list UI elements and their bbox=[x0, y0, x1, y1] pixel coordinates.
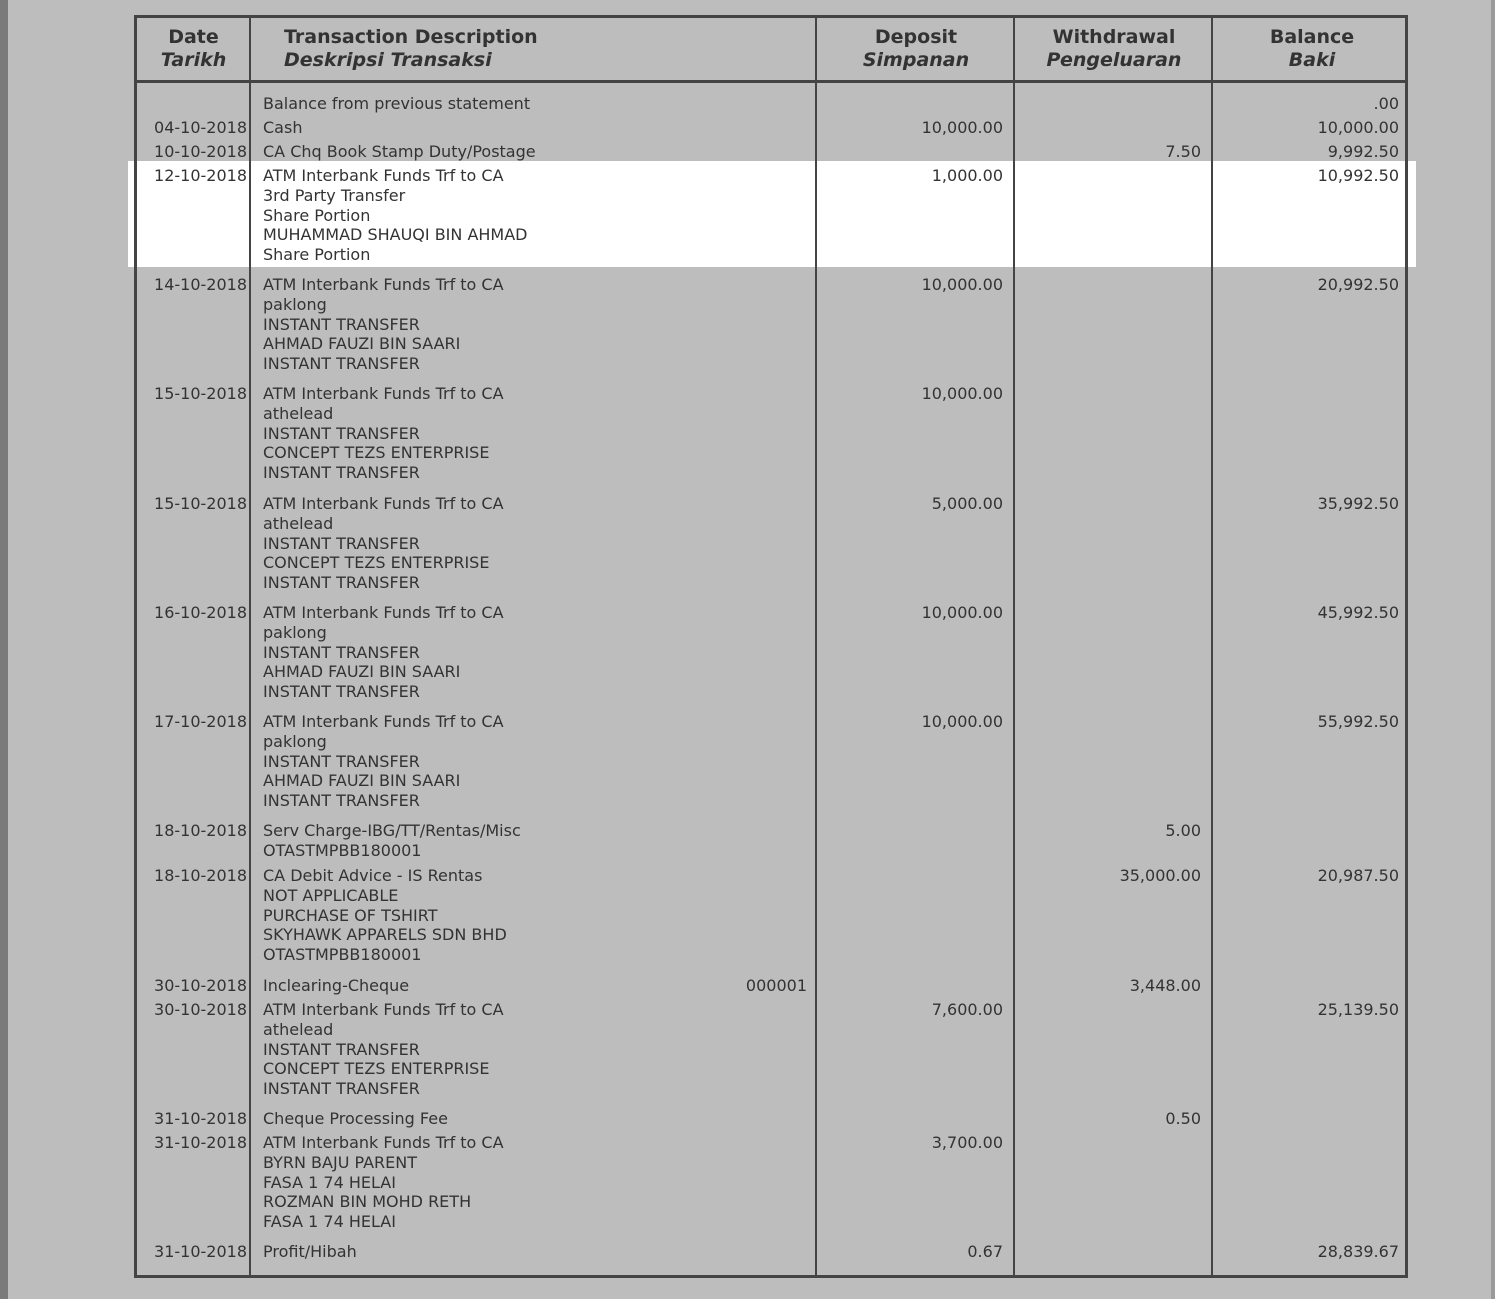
description-line: paklong bbox=[263, 622, 327, 642]
description-line: paklong bbox=[263, 731, 327, 751]
header-deposit-ms: Simpanan bbox=[862, 49, 970, 71]
row-date: 30-10-2018 bbox=[154, 1000, 247, 1019]
viewer-left-edge bbox=[0, 0, 8, 1299]
description-line: BYRN BAJU PARENT bbox=[263, 1152, 418, 1172]
row-description bbox=[263, 166, 528, 265]
description-line: INSTANT TRANSFER bbox=[263, 533, 420, 553]
description-line: OTASTMPBB180001 bbox=[263, 840, 422, 860]
row-description bbox=[263, 603, 504, 702]
row-deposit: 10,000.00 bbox=[921, 118, 1003, 137]
description-line: ATM Interbank Funds Trf to CA bbox=[263, 494, 504, 513]
row-date: 12-10-2018 bbox=[154, 166, 247, 185]
row-date: 31-10-2018 bbox=[154, 1242, 247, 1261]
row-date: 15-10-2018 bbox=[154, 494, 247, 513]
description-line: ATM Interbank Funds Trf to CA bbox=[263, 603, 504, 622]
description-line: INSTANT TRANSFER bbox=[263, 573, 420, 593]
row-balance: 35,992.50 bbox=[1317, 494, 1399, 513]
row-balance: 25,139.50 bbox=[1317, 1000, 1399, 1019]
header-balance-en: Balance bbox=[1269, 26, 1355, 48]
row-withdrawal: 5.00 bbox=[1165, 821, 1201, 840]
row-description bbox=[263, 1000, 504, 1099]
description-line: INSTANT TRANSFER bbox=[263, 682, 420, 702]
description-line: INSTANT TRANSFER bbox=[263, 423, 420, 443]
description-line: CONCEPT TEZS ENTERPRISE bbox=[263, 443, 490, 463]
statement-table bbox=[134, 15, 1408, 1278]
row-description bbox=[263, 494, 504, 593]
row-balance: .00 bbox=[1373, 94, 1399, 113]
row-balance: 28,839.67 bbox=[1317, 1242, 1399, 1261]
header-withdrawal bbox=[1015, 26, 1213, 72]
header-balance bbox=[1213, 26, 1411, 72]
row-deposit: 3,700.00 bbox=[931, 1133, 1003, 1152]
row-date: 31-10-2018 bbox=[154, 1109, 247, 1128]
row-date: 16-10-2018 bbox=[154, 603, 247, 622]
description-line: AHMAD FAUZI BIN SAARI bbox=[263, 334, 461, 354]
viewer-scrollbar[interactable] bbox=[1491, 0, 1495, 1299]
row-date: 17-10-2018 bbox=[154, 712, 247, 731]
row-description bbox=[263, 712, 504, 811]
header-withdrawal-en: Withdrawal bbox=[1052, 26, 1176, 48]
description-line: ATM Interbank Funds Trf to CA bbox=[263, 275, 504, 294]
header-date-ms: Tarikh bbox=[160, 49, 227, 71]
description-line: AHMAD FAUZI BIN SAARI bbox=[263, 662, 461, 682]
row-description bbox=[263, 976, 409, 996]
description-line: Inclearing-Cheque bbox=[263, 976, 410, 995]
table-header bbox=[137, 18, 1405, 83]
description-line: ATM Interbank Funds Trf to CA bbox=[263, 1133, 504, 1152]
row-balance: 10,992.50 bbox=[1317, 166, 1399, 185]
row-date: 18-10-2018 bbox=[154, 866, 247, 885]
row-description bbox=[263, 1242, 357, 1262]
description-line: FASA 1 74 HELAI bbox=[263, 1212, 396, 1232]
description-line: athelead bbox=[263, 403, 334, 423]
description-line: INSTANT TRANSFER bbox=[263, 791, 420, 811]
description-line: CA Debit Advice - IS Rentas bbox=[263, 866, 483, 885]
row-deposit: 10,000.00 bbox=[921, 603, 1003, 622]
description-line: ROZMAN BIN MOHD RETH bbox=[263, 1192, 472, 1212]
description-line: athelead bbox=[263, 1019, 334, 1039]
description-line: INSTANT TRANSFER bbox=[263, 463, 420, 483]
description-line: INSTANT TRANSFER bbox=[263, 1039, 420, 1059]
row-description bbox=[263, 384, 504, 483]
header-desc-en: Transaction Description bbox=[284, 26, 538, 48]
description-line: AHMAD FAUZI BIN SAARI bbox=[263, 771, 461, 791]
description-line: Share Portion bbox=[263, 245, 371, 265]
row-date: 14-10-2018 bbox=[154, 275, 247, 294]
header-balance-ms: Baki bbox=[1288, 49, 1336, 71]
description-line: athelead bbox=[263, 513, 334, 533]
description-line: INSTANT TRANSFER bbox=[263, 751, 420, 771]
description-line: ATM Interbank Funds Trf to CA bbox=[263, 384, 504, 403]
description-line: 3rd Party Transfer bbox=[263, 185, 406, 205]
row-description bbox=[263, 94, 530, 114]
row-description bbox=[263, 1133, 504, 1232]
row-date: 18-10-2018 bbox=[154, 821, 247, 840]
description-line: SKYHAWK APPARELS SDN BHD bbox=[263, 925, 507, 945]
column-divider-withdrawal bbox=[1211, 18, 1213, 1275]
row-date: 10-10-2018 bbox=[154, 142, 247, 161]
row-description bbox=[263, 1109, 448, 1129]
description-line: Profit/Hibah bbox=[263, 1242, 357, 1261]
description-line: Share Portion bbox=[263, 205, 371, 225]
row-withdrawal: 0.50 bbox=[1165, 1109, 1201, 1128]
description-line: CONCEPT TEZS ENTERPRISE bbox=[263, 553, 490, 573]
description-line: Cheque Processing Fee bbox=[263, 1109, 448, 1128]
row-deposit: 10,000.00 bbox=[921, 384, 1003, 403]
row-date: 30-10-2018 bbox=[154, 976, 247, 995]
row-date: 31-10-2018 bbox=[154, 1133, 247, 1152]
row-description bbox=[263, 275, 504, 374]
description-line: Cash bbox=[263, 118, 303, 137]
row-balance: 20,992.50 bbox=[1317, 275, 1399, 294]
header-date-en: Date bbox=[168, 26, 219, 48]
row-withdrawal: 35,000.00 bbox=[1119, 866, 1201, 885]
row-balance: 20,987.50 bbox=[1317, 866, 1399, 885]
row-balance: 9,992.50 bbox=[1327, 142, 1399, 161]
header-withdrawal-ms: Pengeluaran bbox=[1046, 49, 1182, 71]
description-line: CONCEPT TEZS ENTERPRISE bbox=[263, 1059, 490, 1079]
row-withdrawal: 3,448.00 bbox=[1129, 976, 1201, 995]
row-withdrawal: 7.50 bbox=[1165, 142, 1201, 161]
column-divider-deposit bbox=[1013, 18, 1015, 1275]
description-line: INSTANT TRANSFER bbox=[263, 354, 420, 374]
description-line: ATM Interbank Funds Trf to CA bbox=[263, 1000, 504, 1019]
description-line: INSTANT TRANSFER bbox=[263, 642, 420, 662]
row-deposit: 10,000.00 bbox=[921, 275, 1003, 294]
description-line: Balance from previous statement bbox=[263, 94, 531, 113]
row-description bbox=[263, 118, 302, 138]
description-line: FASA 1 74 HELAI bbox=[263, 1172, 396, 1192]
row-deposit: 7,600.00 bbox=[931, 1000, 1003, 1019]
description-line: Serv Charge-IBG/TT/Rentas/Misc bbox=[263, 821, 521, 840]
description-line: ATM Interbank Funds Trf to CA bbox=[263, 166, 504, 185]
header-description bbox=[284, 26, 538, 72]
row-description bbox=[263, 866, 507, 965]
header-desc-ms: Deskripsi Transaksi bbox=[284, 49, 492, 71]
header-deposit-en: Deposit bbox=[874, 26, 958, 48]
row-date: 04-10-2018 bbox=[154, 118, 247, 137]
description-line: NOT APPLICABLE bbox=[263, 885, 399, 905]
row-balance: 45,992.50 bbox=[1317, 603, 1399, 622]
description-line: INSTANT TRANSFER bbox=[263, 1079, 420, 1099]
description-line: INSTANT TRANSFER bbox=[263, 314, 420, 334]
description-line: MUHAMMAD SHAUQI BIN AHMAD bbox=[263, 225, 528, 245]
description-line: PURCHASE OF TSHIRT bbox=[263, 905, 438, 925]
row-balance: 10,000.00 bbox=[1317, 118, 1399, 137]
column-divider-date bbox=[249, 18, 251, 1275]
row-deposit: 10,000.00 bbox=[921, 712, 1003, 731]
row-balance: 55,992.50 bbox=[1317, 712, 1399, 731]
header-date bbox=[137, 26, 250, 72]
row-description bbox=[263, 142, 536, 162]
column-divider-desc bbox=[815, 18, 817, 1275]
description-line: ATM Interbank Funds Trf to CA bbox=[263, 712, 504, 731]
row-reference: 000001 bbox=[745, 976, 807, 995]
row-description bbox=[263, 821, 521, 861]
description-line: CA Chq Book Stamp Duty/Postage bbox=[263, 142, 536, 161]
row-deposit: 1,000.00 bbox=[931, 166, 1003, 185]
row-deposit: 5,000.00 bbox=[931, 494, 1003, 513]
row-deposit: 0.67 bbox=[967, 1242, 1003, 1261]
row-date: 15-10-2018 bbox=[154, 384, 247, 403]
header-deposit bbox=[817, 26, 1015, 72]
description-line: paklong bbox=[263, 294, 327, 314]
description-line: OTASTMPBB180001 bbox=[263, 945, 422, 965]
